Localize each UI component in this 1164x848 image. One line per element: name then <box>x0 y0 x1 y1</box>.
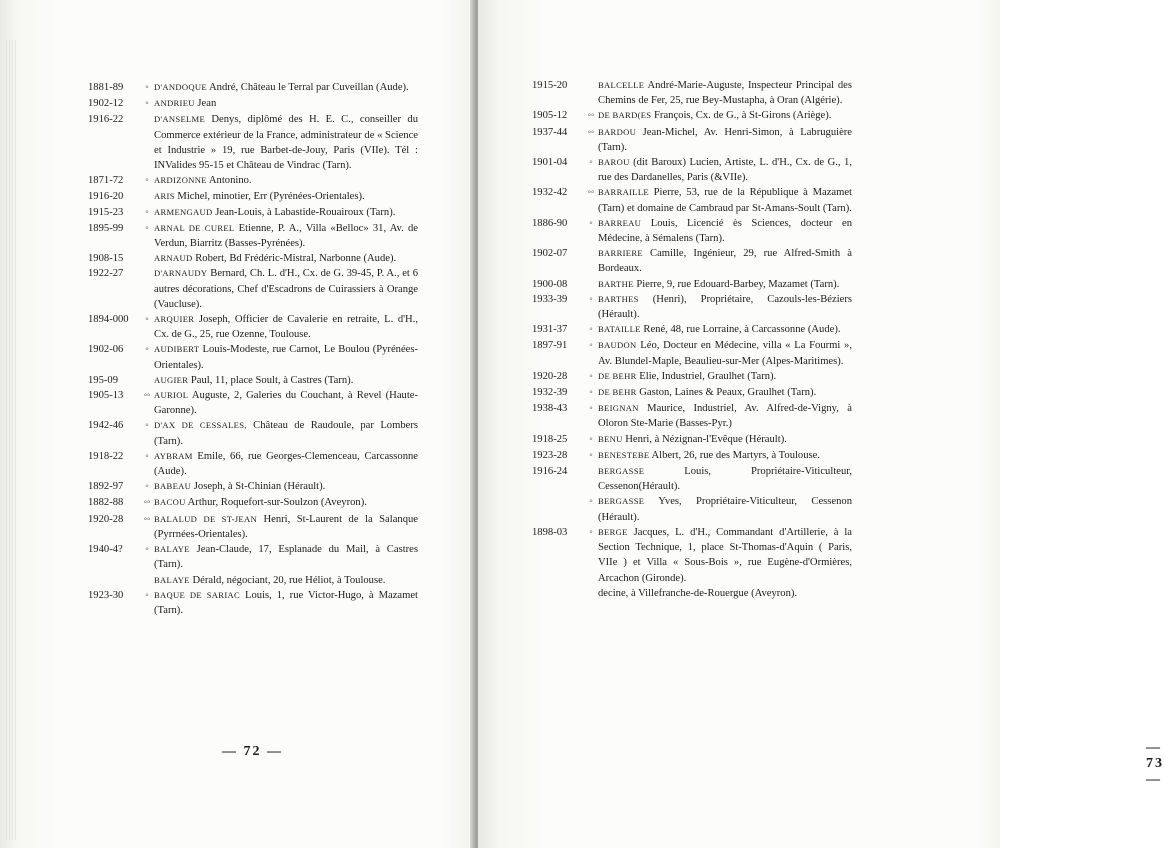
entry-date: 1942-46 <box>88 420 124 432</box>
entry-date: 1932-42 <box>532 187 568 199</box>
entry-details: Paul, 11, place Soult, à Castres (Tarn). <box>188 374 354 386</box>
entry-text <box>154 588 418 618</box>
entry-text <box>598 401 852 431</box>
entry-details: Antonino. <box>206 175 252 187</box>
entry-text <box>154 495 418 511</box>
entry-name: D'ANDOQUE <box>154 82 207 92</box>
list-item <box>88 266 418 312</box>
entry-name: DE BEHR <box>598 387 637 398</box>
entry-details: Jean-Louis, à Labastide-Rouairoux (Tarn). <box>212 206 396 218</box>
list-item <box>532 338 852 368</box>
entry-text <box>154 221 418 251</box>
entry-date <box>88 573 140 588</box>
entry-name: BARDOU <box>598 126 637 137</box>
entry-mark <box>140 112 154 173</box>
entry-details: Elie, Industriel, Graulhet (Tarn). <box>636 370 777 382</box>
entry-text <box>154 80 418 96</box>
entry-mark: °° <box>143 515 151 525</box>
list-item <box>88 388 418 418</box>
entry-text <box>598 125 852 155</box>
entry-text <box>154 573 418 588</box>
entry-date: 1922-27 <box>88 268 124 280</box>
list-item <box>88 189 418 204</box>
entry-name: BERGE <box>598 526 628 537</box>
entry-details: Jean <box>194 98 217 110</box>
entry-mark: ° <box>145 84 149 93</box>
entry-date: 1915-20 <box>532 80 568 91</box>
entry-date: 1882-88 <box>88 497 124 509</box>
entry-name: BABEAU <box>154 481 192 492</box>
entry-details: Michel, minotier, Err (Pyrénées-Orientales). <box>174 191 365 203</box>
entry-date: 1918-22 <box>88 450 124 462</box>
entry-date: 1871-72 <box>88 175 124 187</box>
entry-name: BAQUE DE SARIAC <box>154 589 241 600</box>
entry-mark: ° <box>145 591 149 601</box>
entry-text <box>154 251 418 266</box>
entry-text <box>598 464 852 494</box>
entry-mark: °° <box>587 128 595 138</box>
entry-mark: ° <box>589 326 593 336</box>
entry-name: ARQUIER <box>154 314 195 325</box>
right-page-number: — 73 — <box>1146 740 1164 787</box>
entry-mark <box>140 373 154 388</box>
entry-details: Jean-Claude, 17, Esplanade du Mail, à Castres (Tarn). <box>154 544 418 571</box>
entry-date: 1900-08 <box>532 278 568 290</box>
entry-name: D'ARNAUDY <box>154 268 208 279</box>
list-item <box>88 542 418 572</box>
entry-text <box>598 78 852 108</box>
entry-details: Arthur, Roquefort-sur-Soulzon (Aveyron). <box>185 497 367 509</box>
entry-date: 1886-90 <box>532 217 568 229</box>
entry-text <box>598 292 852 322</box>
entry-mark <box>584 464 598 494</box>
entry-mark <box>584 277 598 292</box>
entry-text <box>598 322 852 338</box>
list-item <box>532 464 852 494</box>
entry-mark: ° <box>589 342 593 352</box>
entry-name: BALCELLE <box>598 80 645 90</box>
entry-name: ARNAL DE CUREL <box>154 222 235 233</box>
list-item <box>532 322 852 338</box>
entry-mark: ° <box>589 528 593 538</box>
entry-name: BACOU <box>154 497 186 508</box>
entry-details: Emile, 66, rue Georges-Clemenceau, Carcassonne (Aude). <box>154 450 418 478</box>
entry-text <box>154 342 418 372</box>
entry-date: 1923-28 <box>532 449 568 461</box>
entry-text <box>154 418 418 448</box>
entry-details: Maurice, Industriel, Av. Alfred-de-Vigny, à Oloron Ste-Marie (Basses-Pyr.) <box>598 403 852 430</box>
entry-mark: ° <box>145 208 149 218</box>
entry-text <box>154 542 418 572</box>
list-item <box>88 588 418 618</box>
entry-date: 1905-13 <box>88 390 124 402</box>
list-item <box>532 432 852 448</box>
entry-details: Louis, 1, rue Victor-Hugo, à Mazamet (Tarn). <box>154 589 418 616</box>
entry-text <box>154 205 418 221</box>
entry-text <box>598 369 852 385</box>
list-item <box>88 221 418 251</box>
entry-name: BALALUD DE ST-JEAN <box>154 513 257 524</box>
entry-text <box>154 173 418 189</box>
entry-mark: °° <box>587 189 595 199</box>
entry-mark: °° <box>143 499 151 509</box>
entry-details: Léo, Docteur en Médecine, villa « La Fourmi », Av. Blundel-Maple, Beaulieu-sur-Mer (Alpes-Maritimes). <box>598 340 852 367</box>
entry-text <box>598 525 852 586</box>
entry-name: ARDIZONNE <box>154 175 207 186</box>
entry-text <box>598 448 852 464</box>
entry-mark <box>140 189 154 204</box>
list-item <box>532 525 852 586</box>
list-item <box>88 512 418 542</box>
entry-details: Joseph, Officier de Cavalerie en retraite, L. d'H., Cx. de G., 25, rue Ozenne, Toulouse. <box>154 314 418 341</box>
entry-name: AYBRAM <box>154 450 193 461</box>
list-item <box>532 385 852 401</box>
entry-text <box>154 189 418 204</box>
entry-date: 195-09 <box>88 374 119 386</box>
entry-text <box>598 385 852 401</box>
entry-date: 1923-30 <box>88 589 124 601</box>
left-page-number: — 72 — <box>222 744 283 759</box>
entry-name: BERGASSE <box>598 496 645 507</box>
entry-mark <box>584 586 598 601</box>
entry-details: decine, à Villefranche-de-Rouergue (Aveyron). <box>598 587 798 599</box>
entry-mark: ° <box>589 295 593 305</box>
entry-date: 1916-22 <box>88 114 124 126</box>
list-item <box>532 277 852 292</box>
entry-mark <box>140 266 154 312</box>
entry-date: 1916-24 <box>532 466 568 478</box>
entry-text <box>598 586 852 601</box>
entry-name: BALAYE <box>154 574 190 585</box>
entry-date: 1902-12 <box>88 98 124 110</box>
entry-mark: ° <box>589 451 593 461</box>
entry-date: 1898-03 <box>532 526 568 538</box>
list-item <box>532 246 852 276</box>
entry-mark: ° <box>589 372 593 382</box>
entry-mark: °° <box>587 112 595 122</box>
entry-details: Dérald, négociant, 20, rue Héliot, à Toulouse. <box>189 574 386 586</box>
entry-text <box>154 512 418 542</box>
entry-date: 1881-89 <box>88 82 124 93</box>
entry-name: BERGASSE <box>598 466 645 477</box>
entry-name: AUDIBERT <box>154 344 200 355</box>
entry-date: 1916-20 <box>88 191 124 203</box>
entry-mark: ° <box>589 435 593 445</box>
entry-mark: ° <box>145 452 149 462</box>
entry-name: D'ANSELME <box>154 114 206 125</box>
entry-details: André, Château le Terral par Cuveillan (Aude). <box>206 82 409 93</box>
entry-name: BATAILLE <box>598 324 641 335</box>
list-item <box>88 96 418 112</box>
entry-name: D'AX DE CESSALES, <box>154 420 247 431</box>
entry-date: 1901-04 <box>532 157 568 169</box>
entry-date: 1932-39 <box>532 387 568 399</box>
entry-details: René, 48, rue Lorraine, à Carcassonne (Aude). <box>640 324 841 336</box>
list-item <box>532 494 852 524</box>
entry-date: 1894-000 <box>88 314 129 326</box>
entry-mark: ° <box>589 389 593 399</box>
entry-mark: ° <box>145 422 149 432</box>
list-item <box>88 312 418 342</box>
entry-date: 1908-15 <box>88 253 124 265</box>
entry-mark: ° <box>145 346 149 356</box>
entry-name: BARRIERE <box>598 248 643 259</box>
list-item <box>88 449 418 479</box>
entry-text <box>598 338 852 368</box>
entry-text <box>598 246 852 276</box>
entry-text <box>598 185 852 215</box>
entry-date: 1920-28 <box>532 370 568 382</box>
entry-details: Jacques, L. d'H., Commandant d'Artillerie, à la Section Technique, 1, place St-Thomas-d'Aquin ( Paris, VIIe ) et Villa « Sous-Bois », rue Eugène-d'Ormières, Arcachon (Gironde). <box>598 526 852 584</box>
list-item <box>532 369 852 385</box>
entry-mark: ° <box>145 224 149 234</box>
entry-name: BARREAU <box>598 217 642 228</box>
entry-details: André-Marie-Auguste, Inspecteur Principal des Chemins de Fer, 25, rue Bey-Mustapha, à Oran (Algérie). <box>598 80 852 107</box>
list-item <box>532 586 852 601</box>
list-item <box>532 216 852 246</box>
entry-date: 1892-97 <box>88 481 124 493</box>
entry-date: 1938-43 <box>532 403 568 415</box>
entry-mark: ° <box>589 159 593 169</box>
list-item <box>88 112 418 173</box>
entry-details: Robert, Bd Frédéric-Mistral, Narbonne (Aude). <box>192 253 397 265</box>
entry-text <box>154 312 418 342</box>
entry-name: BARRAILLE <box>598 187 649 198</box>
entry-details: Camille, Ingénieur, 29, rue Alfred-Smith à Bordeaux. <box>598 248 852 275</box>
entry-mark: ° <box>145 177 149 187</box>
entry-details: (dit Baroux) Lucien, Artiste, L. d'H., Cx. de G., 1, rue des Dardanelles, Paris (&VIIe). <box>598 157 852 184</box>
list-item <box>532 125 852 155</box>
list-item <box>88 173 418 189</box>
list-item <box>88 251 418 266</box>
entry-details: Joseph, à St-Chinian (Hérault). <box>191 481 326 493</box>
entry-date: 1933-39 <box>532 293 568 305</box>
entry-details: Louis, Licencié ès Sciences, docteur en Médecine, à Sémalens (Tarn). <box>598 217 852 245</box>
entry-mark <box>140 251 154 266</box>
entry-details: Château de Raudoule, par Lombers (Tarn). <box>154 420 418 447</box>
page-edge-texture <box>6 40 16 840</box>
entry-mark: ° <box>145 316 149 326</box>
entry-details: Etienne, P. A., Villa «Belloc» 31, Av. de Verdun, Biarritz (Basses-Pyrénées). <box>154 222 418 250</box>
entry-name: ARMENGAUD <box>154 206 213 217</box>
list-item <box>532 292 852 322</box>
entry-date: 1940-4? <box>88 544 123 556</box>
entry-date: 1902-06 <box>88 344 124 356</box>
entry-text <box>598 494 852 524</box>
entry-date <box>532 586 584 601</box>
entry-name: BARTHE <box>598 278 634 289</box>
entry-text <box>154 112 418 173</box>
list-item <box>88 205 418 221</box>
entry-text <box>154 479 418 495</box>
entry-details: Gaston, Laines & Peaux, Graulhet (Tarn). <box>636 387 817 399</box>
entry-date: 1895-99 <box>88 222 124 234</box>
list-item <box>532 401 852 431</box>
entry-name: ANDRIEU <box>154 98 195 109</box>
list-item <box>88 418 418 448</box>
entry-date: 1902-07 <box>532 248 568 260</box>
list-item <box>88 80 418 96</box>
entry-text <box>154 266 418 312</box>
entry-details: Yves, Propriétaire-Viticulteur, Cessenon (Hérault). <box>598 496 852 523</box>
list-item <box>88 573 418 588</box>
entry-text <box>598 108 852 124</box>
entry-details: Louis-Modeste, rue Carnot, Le Boulou (Pyrénées-Orientales). <box>154 344 418 371</box>
entry-text <box>154 373 418 388</box>
entry-details: Jean-Michel, Av. Henri-Simon, à Labruguière (Tarn). <box>598 126 852 153</box>
left-page <box>0 0 478 848</box>
entry-mark: ° <box>589 405 593 415</box>
list-item <box>532 185 852 215</box>
entry-details: Henri, à Nézignan-l'Evêque (Hérault). <box>622 433 787 445</box>
entry-date: 1915-23 <box>88 206 124 218</box>
entry-details: Henri, St-Laurent de la Salanque (Pyrrnées-Orientales). <box>154 513 418 540</box>
entry-name: BEIGNAN <box>598 403 639 414</box>
entry-text <box>154 388 418 418</box>
entry-details: Auguste, 2, Galeries du Couchant, à Revel (Haute-Garonne). <box>154 390 418 417</box>
left-entry-list <box>88 80 418 618</box>
list-item <box>532 78 852 108</box>
list-item <box>532 155 852 185</box>
entry-text <box>598 155 852 185</box>
entry-mark: ° <box>589 498 593 508</box>
entry-date: 1931-37 <box>532 324 568 336</box>
entry-details: (Henri), Propriétaire, Cazouls-les-Béziers (Hérault). <box>598 293 852 321</box>
entry-name: BALAYE <box>154 544 190 555</box>
entry-date: 1920-28 <box>88 513 124 525</box>
entry-text <box>598 216 852 246</box>
entry-date: 1937-44 <box>532 126 568 138</box>
entry-details: François, Cx. de G., à St-Girons (Ariège). <box>651 110 832 122</box>
entry-text <box>598 432 852 448</box>
entry-mark <box>140 573 154 588</box>
entry-text <box>598 277 852 292</box>
entry-name: DE BARD(ES <box>598 110 652 121</box>
list-item <box>88 373 418 388</box>
entry-details: Louis, Propriétaire-Viticulteur, Cessenon(Hérault). <box>598 466 852 493</box>
entry-name: BENU <box>598 433 623 444</box>
right-entry-list <box>532 78 852 601</box>
entry-mark: ° <box>145 546 149 556</box>
entry-text <box>154 96 418 112</box>
list-item <box>532 448 852 464</box>
entry-name: AURIOL <box>154 390 189 401</box>
entry-date: 1918-25 <box>532 433 568 445</box>
entry-details: Bernard, Ch. L. d'H., Cx. de G. 39-45, P. A., et 6 autres décorations, Chef d'Escadrons de Cuirassiers à Orange (Vaucluse). <box>154 268 418 310</box>
entry-name: ARNAUD <box>154 253 193 264</box>
entry-name: BAROU <box>598 157 630 168</box>
entry-name: BENESTEBE <box>598 449 650 460</box>
entry-name: DE BEHR <box>598 370 637 381</box>
entry-details: Albert, 26, rue des Martyrs, à Toulouse. <box>649 449 820 461</box>
list-item <box>88 495 418 511</box>
entry-mark: ° <box>589 219 593 229</box>
entry-date <box>532 494 584 524</box>
entry-name: AUGIER <box>154 374 189 385</box>
list-item <box>88 479 418 495</box>
entry-mark <box>584 246 598 276</box>
entry-date: 1897-91 <box>532 340 568 352</box>
list-item <box>532 108 852 124</box>
entry-text <box>154 449 418 479</box>
entry-details: Pierre, 53, rue de la République à Mazamet (Tarn) et domaine de Cambraud par St-Amans-Soult (Tarn). <box>598 187 852 214</box>
entry-name: BAUDON <box>598 340 637 351</box>
entry-mark: ° <box>145 100 149 110</box>
entry-mark: °° <box>143 392 151 402</box>
entry-mark: ° <box>145 483 149 493</box>
entry-name: ARIS <box>154 191 175 202</box>
entry-details: Pierre, 9, rue Edouard-Barbey, Mazamet (Tarn). <box>633 278 840 290</box>
entry-mark <box>584 78 598 108</box>
list-item <box>88 342 418 372</box>
entry-date: 1905-12 <box>532 110 568 122</box>
entry-name: BARTHES <box>598 293 639 304</box>
entry-details: Denys, diplômé des H. E. C., conseiller du Commerce extérieur de la France, administrateur de « Science et Industrie » 19, rue Barbet-de-Jouy, Paris (VIIe). Tél : INValides 95-15 et Château de Vindrac (Tarn). <box>154 114 418 172</box>
